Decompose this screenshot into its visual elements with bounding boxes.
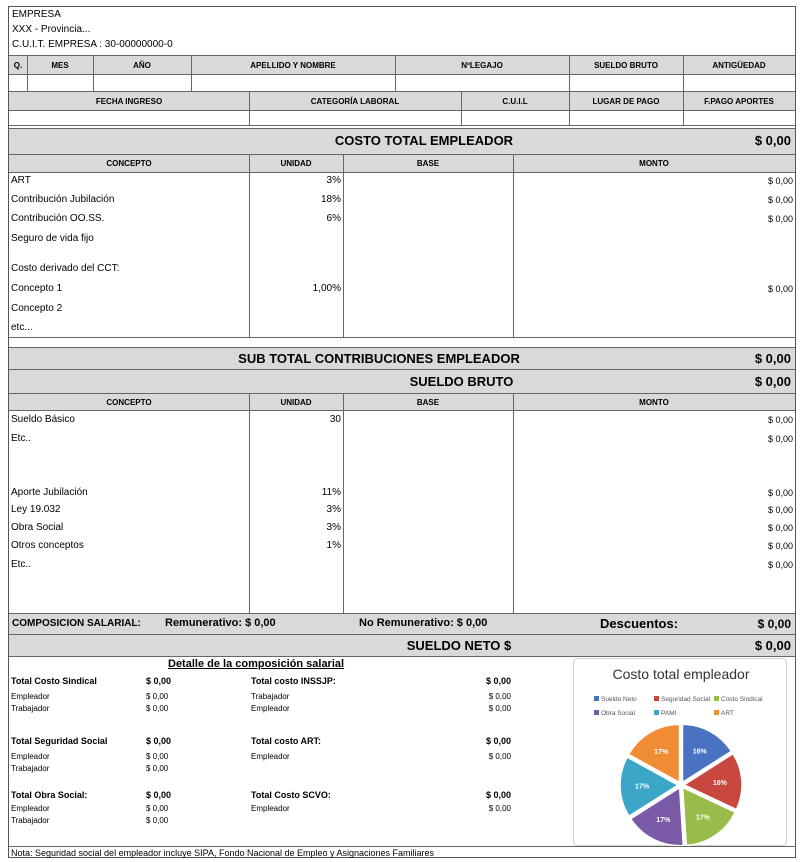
detalle-obra-line2-label: Trabajador (11, 816, 50, 825)
employer-concepto-jubilacion: Contribución Jubilación (11, 194, 115, 205)
employee-unidad-otros: 1% (326, 540, 341, 551)
pie-label-3: 17% (656, 817, 671, 825)
employer-monto-art: $ 0,00 (767, 176, 793, 186)
detalle-art-total: $ 0,00 (485, 736, 511, 746)
detalle-scvo-total: $ 0,00 (485, 790, 511, 800)
detalle-sindical-line2-label: Trabajador (11, 704, 50, 713)
detalle-sindical-line1-label: Empleador (11, 692, 50, 701)
employer-concepto-1: Concepto 1 (11, 283, 63, 294)
detalle-inssjp-line1-value: $ 0,00 (488, 692, 511, 701)
employee-concepto-ley: Ley 19.032 (11, 504, 61, 515)
legend-label-1: Seguridad Social (661, 696, 711, 703)
header-categoria: CATEGORÍA LABORAL (310, 96, 400, 106)
pie-chart-panel (573, 658, 787, 846)
employee-concepto-etc1: Etc.. (11, 433, 32, 444)
detalle-seguridad-line1-value: $ 0,00 (146, 752, 169, 761)
col2-concepto: CONCEPTO (106, 397, 152, 407)
col-concepto: CONCEPTO (106, 159, 152, 168)
header-fpago-aportes: F.PAGO APORTES (704, 96, 774, 106)
legend-label-3: Obra Social (601, 710, 635, 717)
detalle-seguridad-line2-label: Trabajador (11, 764, 50, 773)
legend-swatch-2 (714, 696, 719, 701)
employee-monto-jubilacion: $ 0,00 (767, 488, 793, 498)
employer-monto-jubilacion: $ 0,00 (767, 195, 793, 205)
col-monto: MONTO (639, 159, 669, 168)
employee-concepto-otros: Otros conceptos (11, 540, 84, 551)
composicion-descuentos-label: Descuentos: (600, 616, 679, 631)
payroll-sheet (8, 6, 796, 858)
detalle-sindical-title: Total Costo Sindical (11, 676, 97, 686)
header-antiguedad: ANTIGÜEDAD (712, 60, 766, 70)
legend-label-5: ART (721, 710, 734, 717)
employee-concepto-etc2: Etc.. (11, 559, 32, 570)
employer-concepto-2: Concepto 2 (11, 303, 63, 314)
sueldo-neto-value: $ 0,00 (754, 638, 791, 653)
employee-monto-obra-social: $ 0,00 (767, 523, 793, 533)
legend-label-2: Costo Sindical (721, 696, 763, 703)
employer-unidad-art: 3% (326, 175, 341, 186)
employer-concepto-cct: Costo derivado del CCT: (11, 263, 120, 274)
detalle-scvo-title: Total Costo SCVO: (251, 790, 331, 800)
employee-monto-ley: $ 0,00 (767, 505, 793, 515)
detalle-inssjp-total: $ 0,00 (485, 676, 511, 686)
employer-concepto-seguro: Seguro de vida fijo (11, 233, 94, 244)
composicion-no-remunerativo: No Remunerativo: $ 0,00 (359, 617, 488, 629)
sueldo-bruto-value: $ 0,00 (754, 374, 791, 389)
composicion-descuentos-value: $ 0,00 (757, 617, 791, 631)
detalle-inssjp-line1-label: Trabajador (251, 692, 290, 701)
detalle-obra-line2-value: $ 0,00 (146, 816, 169, 825)
employee-monto-etc1: $ 0,00 (767, 434, 793, 444)
employee-monto-otros: $ 0,00 (767, 541, 793, 551)
employer-concepto-art: ART (11, 175, 31, 186)
legend-swatch-3 (594, 710, 599, 715)
employer-monto-ooss: $ 0,00 (767, 214, 793, 224)
header-sueldo-bruto: SUELDO BRUTO (594, 60, 658, 70)
header-apellido-nombre: APELLIDO Y NOMBRE (250, 60, 336, 70)
detalle-inssjp-title: Total costo INSSJP: (251, 676, 336, 686)
employee-unidad-basico: 30 (329, 414, 341, 425)
employee-concepto-basico: Sueldo Básico (11, 414, 75, 425)
legend-swatch-4 (654, 710, 659, 715)
employer-monto-1: $ 0,00 (767, 284, 793, 294)
detalle-art-title: Total costo ART: (251, 736, 321, 746)
col-unidad: UNIDAD (280, 159, 312, 168)
employer-concepto-etc: etc... (11, 322, 33, 333)
employee-unidad-jubilacion: 11% (321, 487, 341, 498)
employee-unidad-ley: 3% (326, 504, 341, 515)
detalle-art-line1-label: Empleador (251, 752, 290, 761)
legend-swatch-0 (594, 696, 599, 701)
header-cuil: C.U.I.L (502, 96, 528, 106)
detalle-art-line1-value: $ 0,00 (488, 752, 511, 761)
company-cuit: C.U.I.T. EMPRESA : 30-00000000-0 (12, 39, 173, 50)
legend-label-0: Sueldo Neto (601, 696, 637, 703)
pie-legend (594, 696, 763, 717)
header-mes: MES (51, 60, 69, 70)
pie-label-0: 16% (692, 748, 707, 756)
header-lugar-pago: LUGAR DE PAGO (592, 96, 660, 106)
subtotal-value: $ 0,00 (754, 351, 791, 366)
composicion-label: COMPOSICION SALARIAL: (12, 618, 141, 629)
sueldo-bruto-label: SUELDO BRUTO (409, 374, 514, 389)
detalle-sindical-total: $ 0,00 (146, 676, 172, 686)
employer-concepto-ooss: Contribución OO.SS. (11, 213, 105, 224)
employee-monto-etc2: $ 0,00 (767, 560, 793, 570)
employer-unidad-ooss: 6% (326, 213, 341, 224)
employee-unidad-obra-social: 3% (326, 522, 341, 533)
pie-slices (620, 724, 742, 845)
pie-chart (574, 659, 788, 847)
detalle-seguridad-line2-value: $ 0,00 (146, 764, 169, 773)
detalle-obra-line1-label: Empleador (11, 804, 50, 813)
detalle-obra-total: $ 0,00 (146, 790, 172, 800)
pie-label-2: 17% (695, 814, 710, 822)
detalle-scvo-line1-value: $ 0,00 (488, 804, 511, 813)
composicion-remunerativo: Remunerativo: $ 0,00 (165, 617, 276, 629)
employee-concepto-jubilacion: Aporte Jubilación (11, 487, 88, 498)
detalle-title: Detalle de la composición salarial (168, 658, 345, 670)
detalle-seguridad-total: $ 0,00 (146, 736, 172, 746)
header-anio: AÑO (133, 60, 151, 70)
employer-unidad-jubilacion: 18% (320, 194, 341, 205)
employee-monto-basico: $ 0,00 (767, 415, 793, 425)
costo-total-value: $ 0,00 (754, 133, 791, 148)
company-name: EMPRESA (12, 9, 61, 20)
header-q: Q. (13, 60, 23, 70)
employee-concepto-obra-social: Obra Social (11, 522, 64, 533)
detalle-seguridad-line1-label: Empleador (11, 752, 50, 761)
detalle-sindical-line2-value: $ 0,00 (146, 704, 169, 713)
sueldo-neto-label: SUELDO NETO $ (406, 638, 512, 653)
col2-monto: MONTO (639, 397, 669, 407)
detalle-inssjp-line2-value: $ 0,00 (488, 704, 511, 713)
pie-label-5: 17% (654, 748, 669, 756)
legend-swatch-5 (714, 710, 719, 715)
detalle-seguridad-title: Total Seguridad Social (11, 736, 108, 746)
pie-label-1: 16% (712, 780, 727, 788)
detalle-scvo-line1-label: Empleador (251, 804, 290, 813)
footer-note: Nota: Seguridad social del empleador incluye SIPA, Fondo Nacional de Empleo y Asignaciones Familiares (11, 848, 435, 858)
employer-unidad-1: 1,00% (312, 283, 341, 294)
legend-swatch-1 (654, 696, 659, 701)
col2-base: BASE (416, 397, 440, 407)
legend-label-4: PAMI (661, 710, 677, 717)
detalle-sindical-line1-value: $ 0,00 (146, 692, 169, 701)
header-fecha-ingreso: FECHA INGRESO (95, 96, 163, 106)
detalle-inssjp-line2-label: Empleador (251, 704, 290, 713)
pie-label-4: 17% (635, 783, 650, 791)
company-province: XXX - Provincia... (12, 24, 91, 35)
detalle-obra-line1-value: $ 0,00 (146, 804, 169, 813)
pie-chart-title: Costo total empleador (612, 666, 750, 682)
col-base: BASE (416, 159, 440, 168)
detalle-obra-title: Total Obra Social: (11, 790, 88, 800)
subtotal-label: SUB TOTAL CONTRIBUCIONES EMPLEADOR (238, 351, 520, 366)
col2-unidad: UNIDAD (280, 397, 312, 407)
costo-total-label: COSTO TOTAL EMPLEADOR (334, 133, 514, 148)
header-legajo: NºLEGAJO (461, 60, 503, 70)
